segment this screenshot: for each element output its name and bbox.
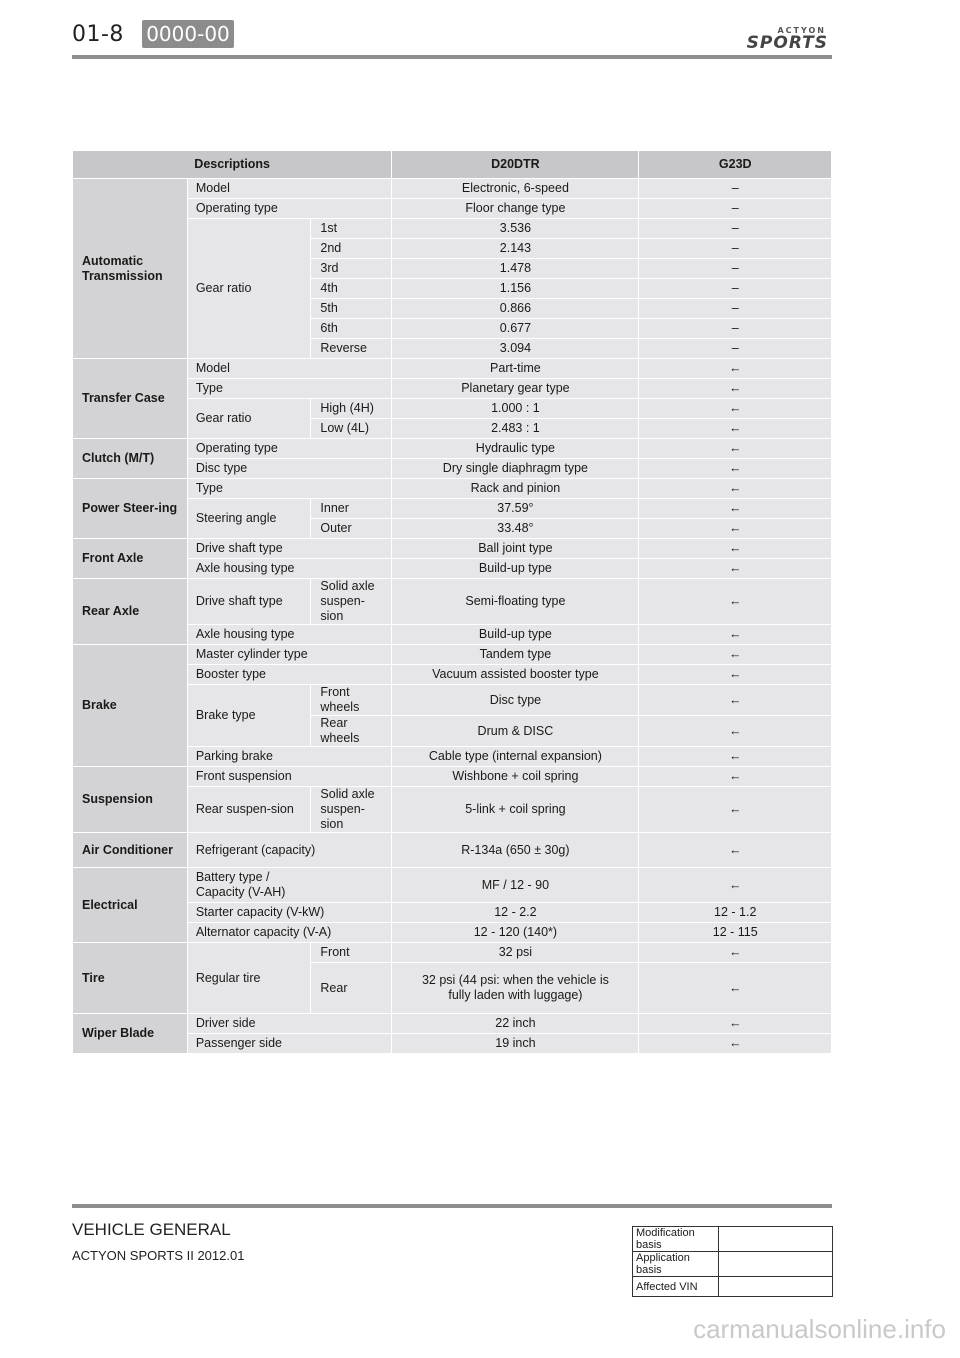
d20dtr-value: Planetary gear type: [392, 379, 639, 399]
table-row: [633, 1227, 833, 1252]
sub-label: 4th: [311, 279, 392, 299]
g23d-value: –: [639, 219, 832, 239]
g23d-value: ←: [639, 519, 832, 539]
d20dtr-value: 22 inch: [392, 1014, 639, 1034]
table-row: [73, 1014, 832, 1034]
group-label: Tire: [73, 943, 188, 1014]
g23d-value: ←: [639, 716, 832, 747]
d20dtr-value: Electronic, 6-speed: [392, 179, 639, 199]
g23d-value: ←: [639, 359, 832, 379]
footer-subtitle: ACTYON SPORTS II 2012.01: [72, 1248, 245, 1263]
table-row: [73, 665, 832, 685]
g23d-value: ←: [639, 943, 832, 963]
g23d-value: ←: [639, 767, 832, 787]
g23d-value: ←: [639, 419, 832, 439]
sub-label: 2nd: [311, 239, 392, 259]
g23d-value: ←: [639, 685, 832, 716]
d20dtr-value: 32 psi (44 psi: when the vehicle is fully laden with luggage): [392, 963, 639, 1014]
d20dtr-value: Ball joint type: [392, 539, 639, 559]
logo-main-text: SPORTS: [746, 33, 828, 53]
d20dtr-value: Part-time: [392, 359, 639, 379]
d20dtr-value: Tandem type: [392, 645, 639, 665]
d20dtr-value: Drum & DISC: [392, 716, 639, 747]
sub-label: 5th: [311, 299, 392, 319]
g23d-value: ←: [639, 1014, 832, 1034]
group-label: Brake: [73, 645, 188, 767]
d20dtr-value: Vacuum assisted booster type: [392, 665, 639, 685]
sub-label: Front: [311, 943, 392, 963]
table-row: [73, 903, 832, 923]
d20dtr-value: 33.48°: [392, 519, 639, 539]
row-label: Alternator capacity (V-A): [187, 923, 392, 943]
table-row: [73, 868, 832, 903]
group-label: Wiper Blade: [73, 1014, 188, 1054]
row-label: Drive shaft type: [187, 539, 392, 559]
d20dtr-value: 1.156: [392, 279, 639, 299]
specification-table: [72, 150, 832, 1054]
d20dtr-value: 0.677: [392, 319, 639, 339]
row-label: Gear ratio: [187, 219, 311, 359]
d20dtr-value: 0.866: [392, 299, 639, 319]
row-label: Disc type: [187, 459, 392, 479]
table-row: [633, 1252, 833, 1277]
sub-label: Inner: [311, 499, 392, 519]
d20dtr-value: 2.483 : 1: [392, 419, 639, 439]
table-row: [73, 539, 832, 559]
row-label: Battery type / Capacity (V-AH): [187, 868, 392, 903]
sub-label: 1st: [311, 219, 392, 239]
row-label: Starter capacity (V-kW): [187, 903, 392, 923]
g23d-value: ←: [639, 499, 832, 519]
g23d-value: ←: [639, 379, 832, 399]
d20dtr-value: Dry single diaphragm type: [392, 459, 639, 479]
table-row: [73, 499, 832, 519]
sub-label: 6th: [311, 319, 392, 339]
g23d-value: 12 - 115: [639, 923, 832, 943]
table-row: [633, 1277, 833, 1297]
d20dtr-value: 32 psi: [392, 943, 639, 963]
d20dtr-value: Semi-floating type: [392, 579, 639, 625]
g23d-value: –: [639, 279, 832, 299]
d20dtr-value: 12 - 2.2: [392, 903, 639, 923]
d20dtr-value: Build-up type: [392, 625, 639, 645]
table-row: [73, 1034, 832, 1054]
row-label: Drive shaft type: [187, 579, 311, 625]
row-label: Master cylinder type: [187, 645, 392, 665]
row-label: Brake type: [187, 685, 311, 747]
g23d-value: –: [639, 299, 832, 319]
sub-label: Solid axle suspen-sion: [311, 787, 392, 833]
g23d-value: ←: [639, 1034, 832, 1054]
table-row: [73, 379, 832, 399]
footer-divider: [72, 1204, 832, 1208]
group-label: Rear Axle: [73, 579, 188, 645]
g23d-value: ←: [639, 399, 832, 419]
table-row: [73, 645, 832, 665]
modification-basis-label: Modification basis: [633, 1227, 719, 1252]
group-label: Clutch (M/T): [73, 439, 188, 479]
row-label: Axle housing type: [187, 625, 392, 645]
g23d-value: 12 - 1.2: [639, 903, 832, 923]
table-row: [73, 625, 832, 645]
row-label: Steering angle: [187, 499, 311, 539]
table-header-row: [73, 151, 832, 179]
g23d-value: –: [639, 319, 832, 339]
watermark: carmanualsonline.info: [693, 1314, 946, 1344]
table-row: [73, 199, 832, 219]
group-label: Transfer Case: [73, 359, 188, 439]
sub-label: Rear wheels: [311, 716, 392, 747]
d20dtr-value: Disc type: [392, 685, 639, 716]
table-row: [73, 685, 832, 716]
g23d-value: ←: [639, 747, 832, 767]
page-header: [72, 0, 832, 62]
sub-label: Rear: [311, 963, 392, 1014]
table-row: [73, 439, 832, 459]
d20dtr-value: 1.000 : 1: [392, 399, 639, 419]
g23d-value: –: [639, 259, 832, 279]
g23d-value: ←: [639, 479, 832, 499]
table-row: [73, 179, 832, 199]
d20dtr-value: 3.536: [392, 219, 639, 239]
d20dtr-value: Rack and pinion: [392, 479, 639, 499]
g23d-value: ←: [639, 559, 832, 579]
table-row: [73, 943, 832, 963]
d20dtr-value: R-134a (650 ± 30g): [392, 833, 639, 868]
g23d-value: ←: [639, 645, 832, 665]
g23d-value: ←: [639, 539, 832, 559]
row-label: Gear ratio: [187, 399, 311, 439]
table-row: [73, 459, 832, 479]
g23d-value: –: [639, 239, 832, 259]
affected-vin-value: [719, 1277, 833, 1297]
affected-vin-label: Affected VIN: [633, 1277, 719, 1297]
table-row: [73, 219, 832, 239]
sub-label: Outer: [311, 519, 392, 539]
row-label: Passenger side: [187, 1034, 392, 1054]
d20dtr-value: 12 - 120 (140*): [392, 923, 639, 943]
page-number: 01-8: [72, 22, 124, 47]
row-label: Model: [187, 179, 392, 199]
table-row: [73, 479, 832, 499]
row-label: Booster type: [187, 665, 392, 685]
sub-label: Solid axle suspen-sion: [311, 579, 392, 625]
table-row: [73, 359, 832, 379]
d20dtr-value: 5-link + coil spring: [392, 787, 639, 833]
row-label: Type: [187, 379, 392, 399]
g23d-value: ←: [639, 579, 832, 625]
g23d-value: –: [639, 199, 832, 219]
row-label: Type: [187, 479, 392, 499]
table-row: [73, 559, 832, 579]
d20dtr-value: 37.59°: [392, 499, 639, 519]
group-label: Power Steer-ing: [73, 479, 188, 539]
table-row: [73, 787, 832, 833]
group-label: Front Axle: [73, 539, 188, 579]
row-label: Front suspension: [187, 767, 392, 787]
sub-label: Reverse: [311, 339, 392, 359]
g23d-value: ←: [639, 625, 832, 645]
g23d-value: ←: [639, 833, 832, 868]
table-row: [73, 767, 832, 787]
d20dtr-value: MF / 12 - 90: [392, 868, 639, 903]
footer-title: VEHICLE GENERAL: [72, 1220, 231, 1239]
row-label: Rear suspen-sion: [187, 787, 311, 833]
d20dtr-value: 2.143: [392, 239, 639, 259]
header-d20dtr: D20DTR: [392, 151, 639, 179]
group-label: Air Conditioner: [73, 833, 188, 868]
g23d-value: ←: [639, 868, 832, 903]
header-descriptions: Descriptions: [73, 151, 392, 179]
header-g23d: G23D: [639, 151, 832, 179]
d20dtr-value: 19 inch: [392, 1034, 639, 1054]
g23d-value: –: [639, 179, 832, 199]
d20dtr-value: 1.478: [392, 259, 639, 279]
g23d-value: ←: [639, 787, 832, 833]
d20dtr-value: Hydraulic type: [392, 439, 639, 459]
row-label: Axle housing type: [187, 559, 392, 579]
row-label: Parking brake: [187, 747, 392, 767]
table-row: [73, 747, 832, 767]
modification-table: [632, 1226, 833, 1297]
g23d-value: ←: [639, 439, 832, 459]
group-label: Automatic Transmission: [73, 179, 188, 359]
modification-basis-value: [719, 1227, 833, 1252]
section-code-badge: 0000-00: [142, 20, 234, 48]
sub-label: Front wheels: [311, 685, 392, 716]
d20dtr-value: Build-up type: [392, 559, 639, 579]
table-row: [73, 923, 832, 943]
d20dtr-value: 3.094: [392, 339, 639, 359]
actyon-sports-logo: [720, 26, 832, 52]
d20dtr-value: Cable type (internal expansion): [392, 747, 639, 767]
row-label: Regular tire: [187, 943, 311, 1014]
row-label: Driver side: [187, 1014, 392, 1034]
table-row: [73, 579, 832, 625]
g23d-value: ←: [639, 963, 832, 1014]
g23d-value: ←: [639, 459, 832, 479]
group-label: Electrical: [73, 868, 188, 943]
table-row: [73, 399, 832, 419]
table-row: [73, 833, 832, 868]
d20dtr-value: Floor change type: [392, 199, 639, 219]
logo-top-text: ACTYON: [777, 26, 826, 35]
application-basis-value: [719, 1252, 833, 1277]
sub-label: High (4H): [311, 399, 392, 419]
row-label: Refrigerant (capacity): [187, 833, 392, 868]
row-label: Model: [187, 359, 392, 379]
g23d-value: –: [639, 339, 832, 359]
group-label: Suspension: [73, 767, 188, 833]
application-basis-label: Application basis: [633, 1252, 719, 1277]
sub-label: 3rd: [311, 259, 392, 279]
header-divider: [72, 55, 832, 59]
row-label: Operating type: [187, 439, 392, 459]
g23d-value: ←: [639, 665, 832, 685]
sub-label: Low (4L): [311, 419, 392, 439]
d20dtr-value: Wishbone + coil spring: [392, 767, 639, 787]
row-label: Operating type: [187, 199, 392, 219]
